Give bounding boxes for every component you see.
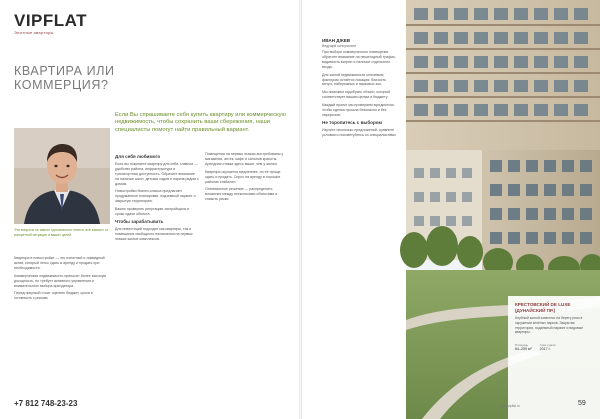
vipflat-logo [14,12,87,35]
column-paragraph: Коммерческая недвижимость приносит более высокую доходность, но требует активного управления и внимательного выбора арендатора. [14,273,107,288]
section-heading: Для себя любимого [115,154,161,159]
stat-value: 2017 г. [539,347,551,352]
section-heading: Не торопитесь с выбором [322,119,382,125]
portrait-illustration [14,128,110,224]
stat-label: Срок сдачи [539,343,556,348]
author-title: Ведущий консультант [322,44,357,48]
logo-tagline: Элитные квартиры [14,30,54,35]
stat-label: Площадь [515,343,529,348]
footer-url[interactable]: www.vipflat.ru [500,404,520,408]
author-portrait [14,128,110,224]
text-column-d [322,50,398,400]
column-paragraph: Мы поможем подобрать объект, который соответствует вашим целям и бюджету. [322,90,391,100]
portrait-caption: Эти вопросы не имеют однозначного ответа, всё зависит от конкретной ситуации и ваших целей. [14,228,109,237]
text-column-b [115,152,199,400]
column-paragraph: Перед покупкой стоит оценить бюджет, сроки и готовность к рискам. [14,291,93,301]
author-name: ИВАН ДЖЕВ [322,38,351,43]
column-paragraph: Каждый проект мы проверяем юридически, чтобы сделка прошла безопасно и без сюрпризов. [322,103,395,117]
project-subtitle: (ДУНАЙСКИЙ ПР.) [515,308,556,313]
text-column-a [14,256,110,394]
project-stat [540,343,556,352]
project-stats [515,343,593,352]
column-paragraph: Для инвестиций подходят как квартиры, так и помещения свободного назначения на первых этажах жилых комплексов. [115,226,193,241]
column-paragraph: При выборе коммерческого помещения обратите внимание на пешеходный трафик, видимость витрин и наличие отдельного входа. [322,50,396,69]
column-paragraph: Новостройки бизнес-класса предлагают продуманные планировки, подземный паркинг и закрытую территорию. [115,189,196,204]
page-number: 59 [578,400,586,407]
article-lead: Если Вы спрашиваете себя купить квартиру или коммерческую недвижимость, чтобы сохранить ваши сбережения, наши специалисты помогут найти правильный вариант. [115,112,286,133]
author-block [322,38,356,49]
article-headline: КВАРТИРА ИЛИ КОММЕРЦИЯ? [14,64,115,92]
project-title: КРЕСТОВСКИЙ DE LUXE [515,302,571,307]
column-paragraph: Помещения на первых этажах востребованы у магазинов, аптек, кафе и салонов красоты. Арендная ставка здесь выше, чем у жилья. [205,152,284,166]
column-paragraph: Квартира в новостройке — это понятный и ликвидный актив, который легко сдать в аренду и продать при необходимости. [14,256,105,270]
section-heading: Чтобы зарабатывать [115,218,164,224]
contact-phone[interactable]: +7 812 748-23-23 [14,399,78,408]
column-paragraph: Важно проверить репутацию застройщика и сроки сдачи объекта. [115,207,189,217]
project-description: Клубный жилой комплекс на берегу реки в окружении зелёных парков. Закрытая территория, подземный паркинг и видовые квартиры. [515,316,584,335]
column-paragraph: Оптимальное решение — распределить вложения между несколькими объектами и снизить риски. [205,187,278,202]
column-paragraph: Квартира окупается медленнее, но её проще сдать и продать. Спрос на аренду в хороших районах стабилен. [205,169,281,184]
column-paragraph: Если вы покупаете квартиру для себя, главное — удобство района, инфраструктура и транспортная доступность. Обратите внимание на наличие школ, детских садов и парков рядом с домом. [115,161,199,186]
project-info-card [515,302,593,352]
logo-word: VIPFLAT [14,11,88,30]
project-stat [515,343,532,352]
column-paragraph: Изучите несколько предложений, сравните условия и посоветуйтесь со специалистами. [322,127,397,137]
column-paragraph: Для жилой недвижимости ключевым фактором остаётся локация: близость метро, набережных и парковых зон. [322,72,387,87]
text-column-c [205,152,289,400]
stat-value: 64–250 м² [515,347,532,352]
